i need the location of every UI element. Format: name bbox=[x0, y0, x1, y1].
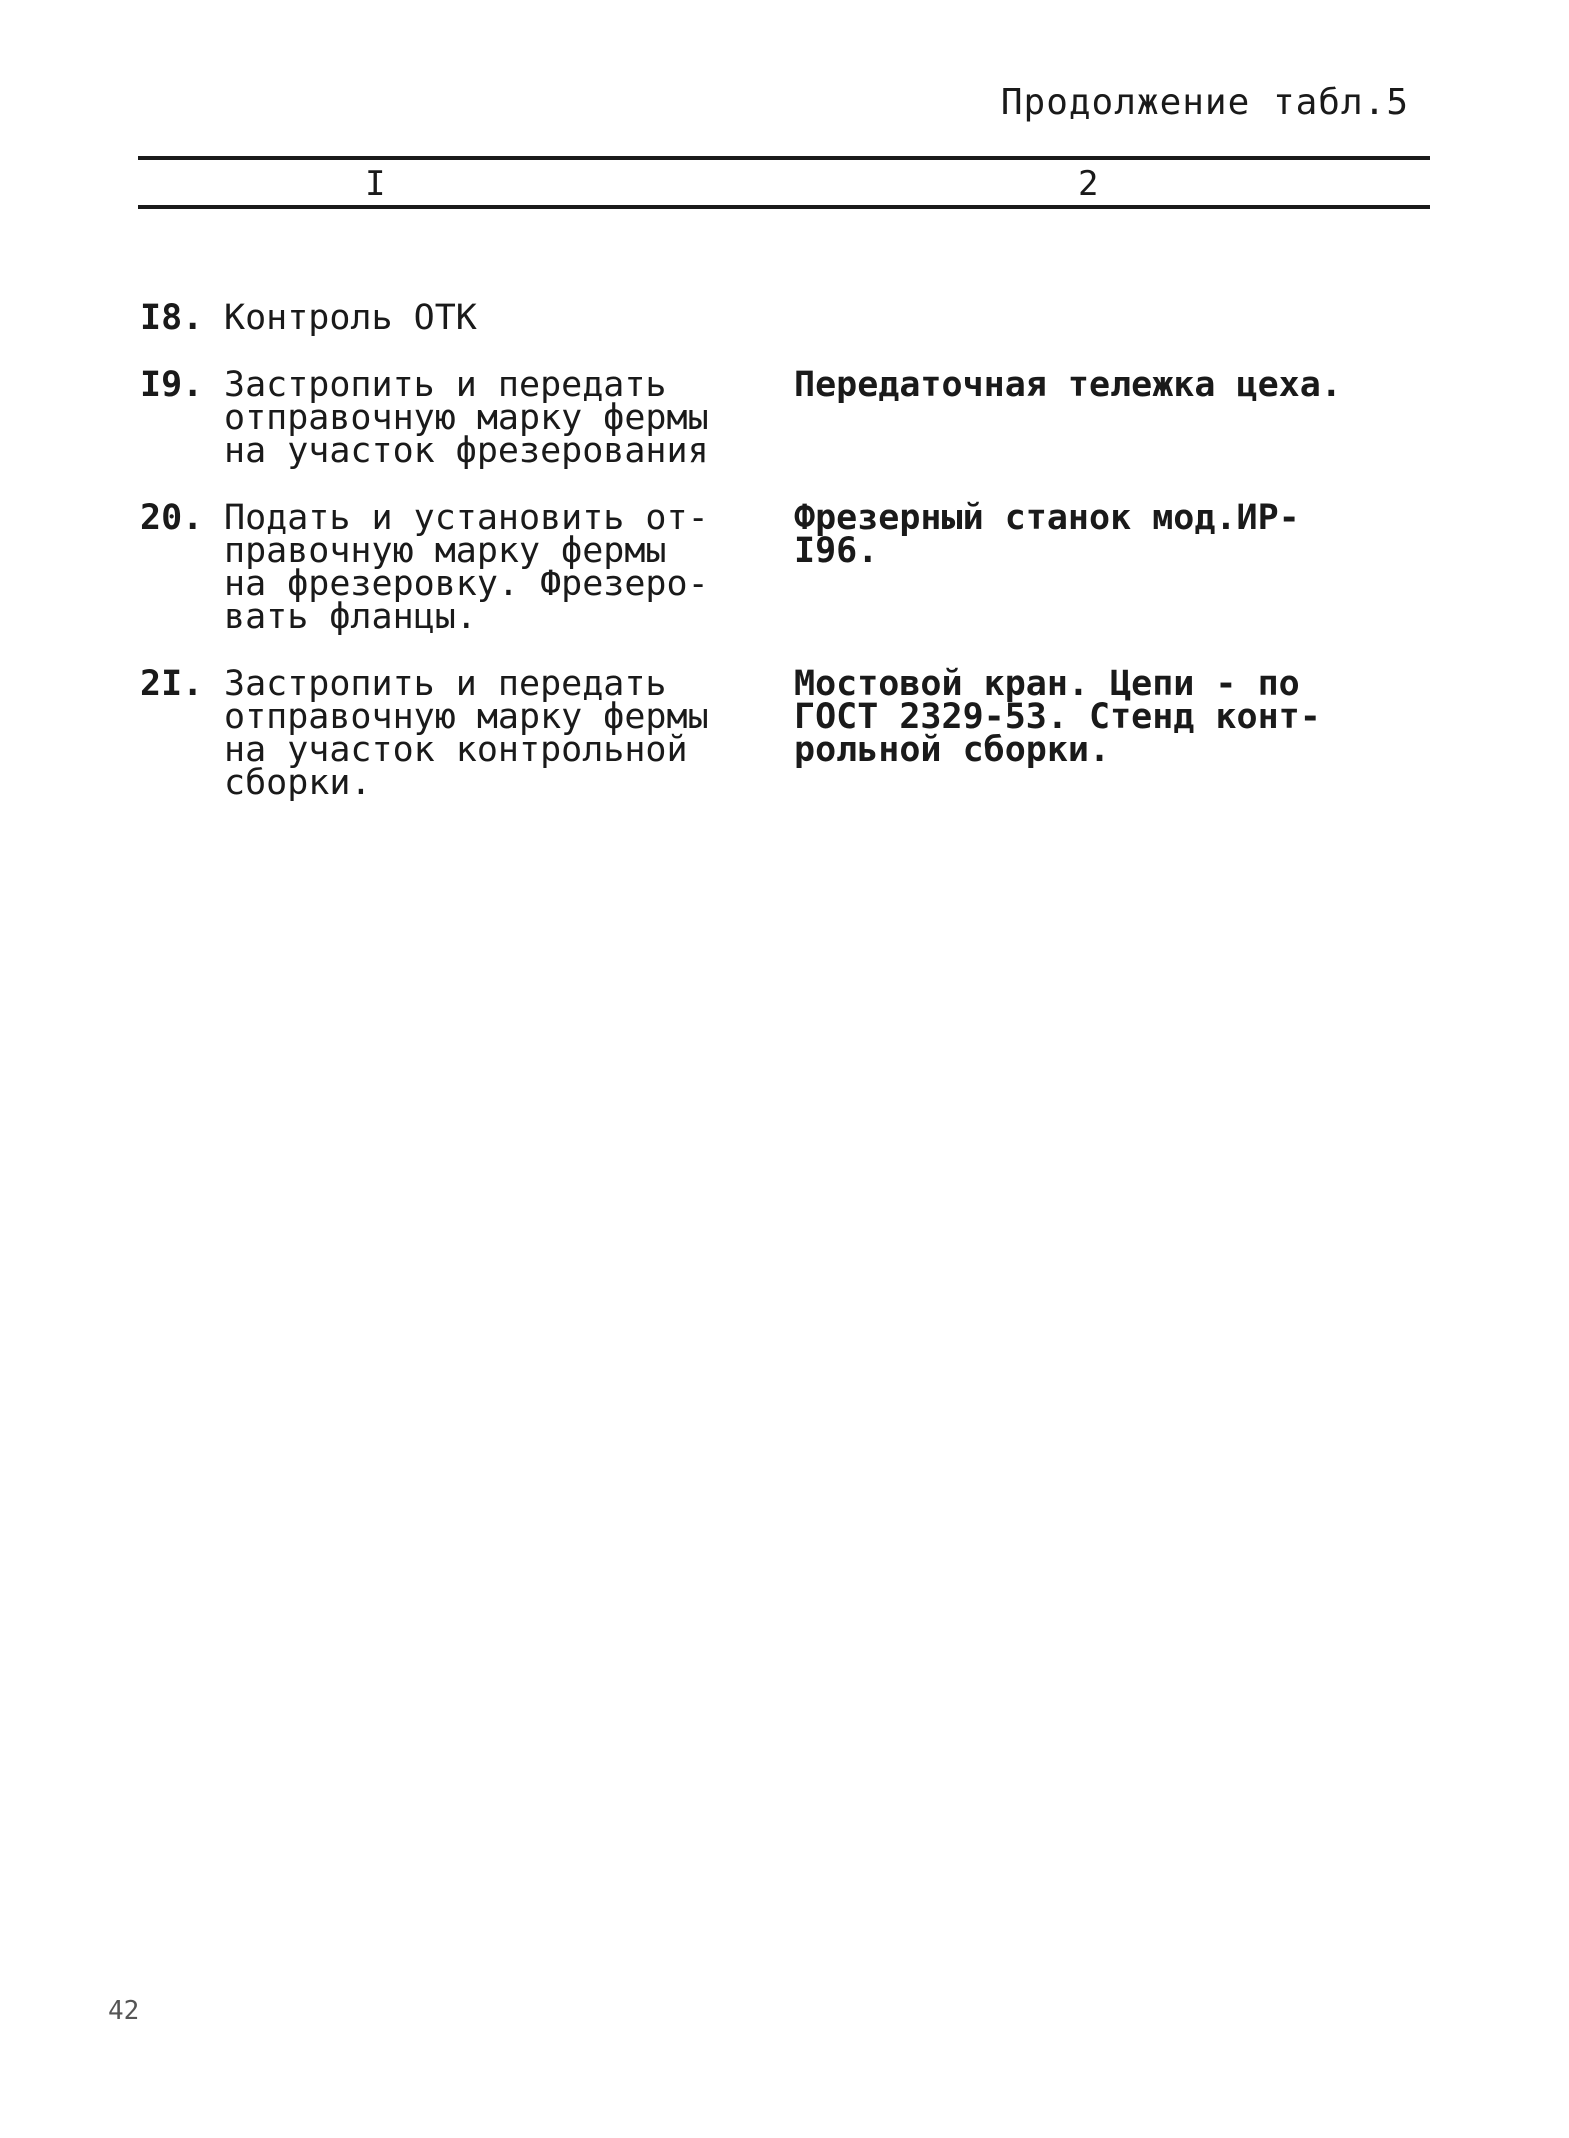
equipment-text: Передаточная тележка цеха. bbox=[794, 365, 1342, 405]
operation-text: Подать и установить от- правочную марку фермы на фрезеровку. Фрезеро- вать фланцы. bbox=[224, 498, 709, 637]
row-number: 2I. bbox=[140, 664, 204, 704]
row-number: I8. bbox=[140, 298, 204, 338]
table-row bbox=[140, 298, 1380, 338]
column-header-2: 2 bbox=[1078, 164, 1099, 204]
equipment-text bbox=[794, 302, 1380, 335]
table-top-rule bbox=[138, 156, 1430, 160]
row-number: I9. bbox=[140, 365, 204, 405]
row-number: 20. bbox=[140, 498, 204, 538]
page-number: 42 bbox=[108, 1996, 140, 2026]
operation-text: Контроль ОТК bbox=[224, 298, 477, 338]
column-header-1: I bbox=[365, 164, 386, 204]
table-caption: Продолжение табл.5 bbox=[1000, 82, 1409, 123]
table-row bbox=[140, 664, 1380, 803]
table-header-rule bbox=[138, 205, 1430, 209]
table-row bbox=[140, 498, 1380, 637]
table-body bbox=[140, 298, 1380, 834]
table-row bbox=[140, 365, 1380, 471]
operation-text: Застропить и передать отправочную марку фермы на участок фрезерования bbox=[224, 365, 709, 471]
equipment-text: Мостовой кран. Цепи - по ГОСТ 2329-53. Стенд конт- рольной сборки. bbox=[794, 664, 1321, 770]
equipment-text: Фрезерный станок мод.ИР-I96. bbox=[794, 498, 1300, 571]
operation-text: Застропить и передать отправочную марку фермы на участок контрольной сборки. bbox=[224, 664, 709, 803]
